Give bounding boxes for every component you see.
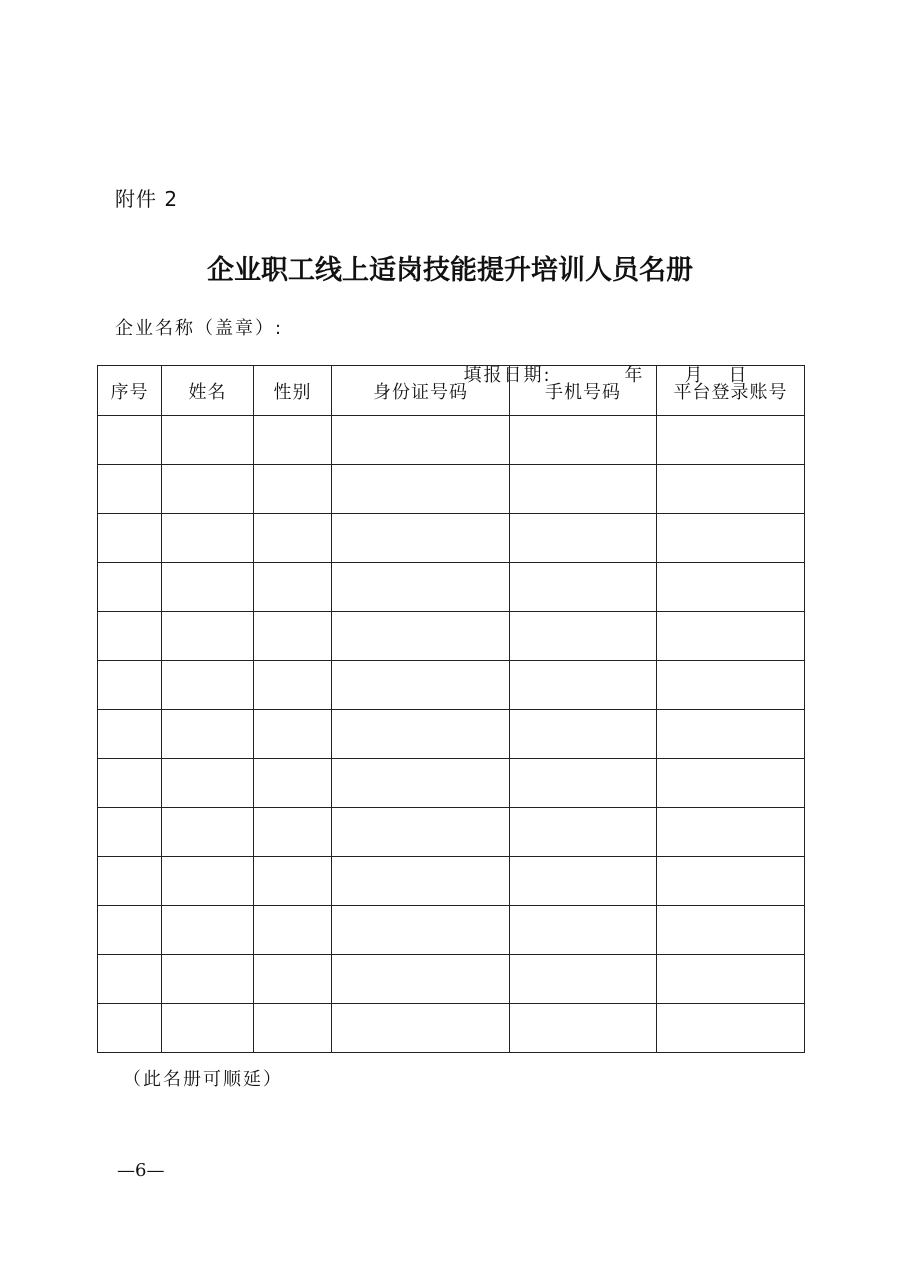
- cell-id-number: [332, 759, 510, 808]
- attachment-label: 附件 2: [115, 187, 179, 211]
- cell-platform-account: [657, 514, 805, 563]
- cell-serial-no: [98, 563, 162, 612]
- cell-id-number: [332, 612, 510, 661]
- cell-phone: [510, 808, 657, 857]
- cell-platform-account: [657, 612, 805, 661]
- table-row: [98, 906, 805, 955]
- extendable-note: （此名册可顺延）: [123, 1069, 283, 1090]
- cell-platform-account: [657, 955, 805, 1004]
- header-serial-no: 序号: [98, 366, 162, 416]
- table-row: [98, 514, 805, 563]
- fill-date-label: 填报日期:: [463, 365, 552, 386]
- table-row: [98, 808, 805, 857]
- cell-name: [162, 465, 254, 514]
- cell-platform-account: [657, 710, 805, 759]
- table-row: [98, 416, 805, 465]
- cell-phone: [510, 465, 657, 514]
- cell-id-number: [332, 808, 510, 857]
- cell-phone: [510, 514, 657, 563]
- cell-gender: [254, 1004, 332, 1053]
- roster-table: [97, 365, 805, 1053]
- cell-gender: [254, 514, 332, 563]
- cell-phone: [510, 1004, 657, 1053]
- cell-serial-no: [98, 612, 162, 661]
- cell-name: [162, 808, 254, 857]
- cell-id-number: [332, 955, 510, 1004]
- cell-phone: [510, 612, 657, 661]
- cell-serial-no: [98, 1004, 162, 1053]
- header-id-number: 身份证号码: [332, 366, 510, 416]
- cell-name: [162, 416, 254, 465]
- cell-id-number: [332, 710, 510, 759]
- cell-gender: [254, 563, 332, 612]
- cell-gender: [254, 612, 332, 661]
- page-number: —6—: [117, 1160, 165, 1181]
- cell-id-number: [332, 1004, 510, 1053]
- table-row: [98, 465, 805, 514]
- header-phone: 手机号码: [510, 366, 657, 416]
- cell-name: [162, 955, 254, 1004]
- cell-serial-no: [98, 808, 162, 857]
- cell-platform-account: [657, 563, 805, 612]
- cell-phone: [510, 759, 657, 808]
- cell-name: [162, 514, 254, 563]
- cell-serial-no: [98, 906, 162, 955]
- cell-gender: [254, 710, 332, 759]
- table-row: [98, 661, 805, 710]
- fill-date-year: 年: [624, 365, 645, 386]
- cell-phone: [510, 661, 657, 710]
- table-row: [98, 612, 805, 661]
- header-name: 姓名: [162, 366, 254, 416]
- cell-platform-account: [657, 1004, 805, 1053]
- cell-serial-no: [98, 710, 162, 759]
- fill-date-month: 月: [684, 365, 705, 386]
- cell-name: [162, 759, 254, 808]
- cell-serial-no: [98, 465, 162, 514]
- cell-name: [162, 710, 254, 759]
- cell-id-number: [332, 906, 510, 955]
- cell-platform-account: [657, 906, 805, 955]
- cell-serial-no: [98, 955, 162, 1004]
- cell-id-number: [332, 514, 510, 563]
- cell-platform-account: [657, 661, 805, 710]
- cell-serial-no: [98, 661, 162, 710]
- cell-platform-account: [657, 808, 805, 857]
- cell-platform-account: [657, 759, 805, 808]
- cell-gender: [254, 759, 332, 808]
- table-header-row: [98, 366, 805, 416]
- fill-date-day: 日: [728, 365, 749, 386]
- table-body: [98, 416, 805, 1053]
- table-row: [98, 710, 805, 759]
- cell-phone: [510, 563, 657, 612]
- table-row: [98, 759, 805, 808]
- header-platform-account: 平台登录账号: [657, 366, 805, 416]
- cell-gender: [254, 857, 332, 906]
- cell-phone: [510, 710, 657, 759]
- cell-id-number: [332, 563, 510, 612]
- cell-name: [162, 612, 254, 661]
- cell-serial-no: [98, 857, 162, 906]
- table-row: [98, 563, 805, 612]
- cell-platform-account: [657, 857, 805, 906]
- cell-id-number: [332, 416, 510, 465]
- cell-serial-no: [98, 416, 162, 465]
- document-title: 企业职工线上适岗技能提升培训人员名册: [207, 255, 693, 286]
- cell-phone: [510, 857, 657, 906]
- cell-phone: [510, 955, 657, 1004]
- cell-platform-account: [657, 416, 805, 465]
- cell-gender: [254, 808, 332, 857]
- table-row: [98, 1004, 805, 1053]
- cell-serial-no: [98, 759, 162, 808]
- header-gender: 性别: [254, 366, 332, 416]
- table-row: [98, 857, 805, 906]
- cell-id-number: [332, 857, 510, 906]
- cell-gender: [254, 416, 332, 465]
- cell-id-number: [332, 661, 510, 710]
- cell-phone: [510, 416, 657, 465]
- cell-name: [162, 661, 254, 710]
- company-name-label: 企业名称（盖章）:: [115, 318, 284, 339]
- cell-name: [162, 1004, 254, 1053]
- cell-id-number: [332, 465, 510, 514]
- cell-gender: [254, 955, 332, 1004]
- cell-gender: [254, 465, 332, 514]
- table-row: [98, 955, 805, 1004]
- cell-serial-no: [98, 514, 162, 563]
- cell-gender: [254, 906, 332, 955]
- cell-platform-account: [657, 465, 805, 514]
- cell-phone: [510, 906, 657, 955]
- cell-gender: [254, 661, 332, 710]
- cell-name: [162, 906, 254, 955]
- cell-name: [162, 563, 254, 612]
- cell-name: [162, 857, 254, 906]
